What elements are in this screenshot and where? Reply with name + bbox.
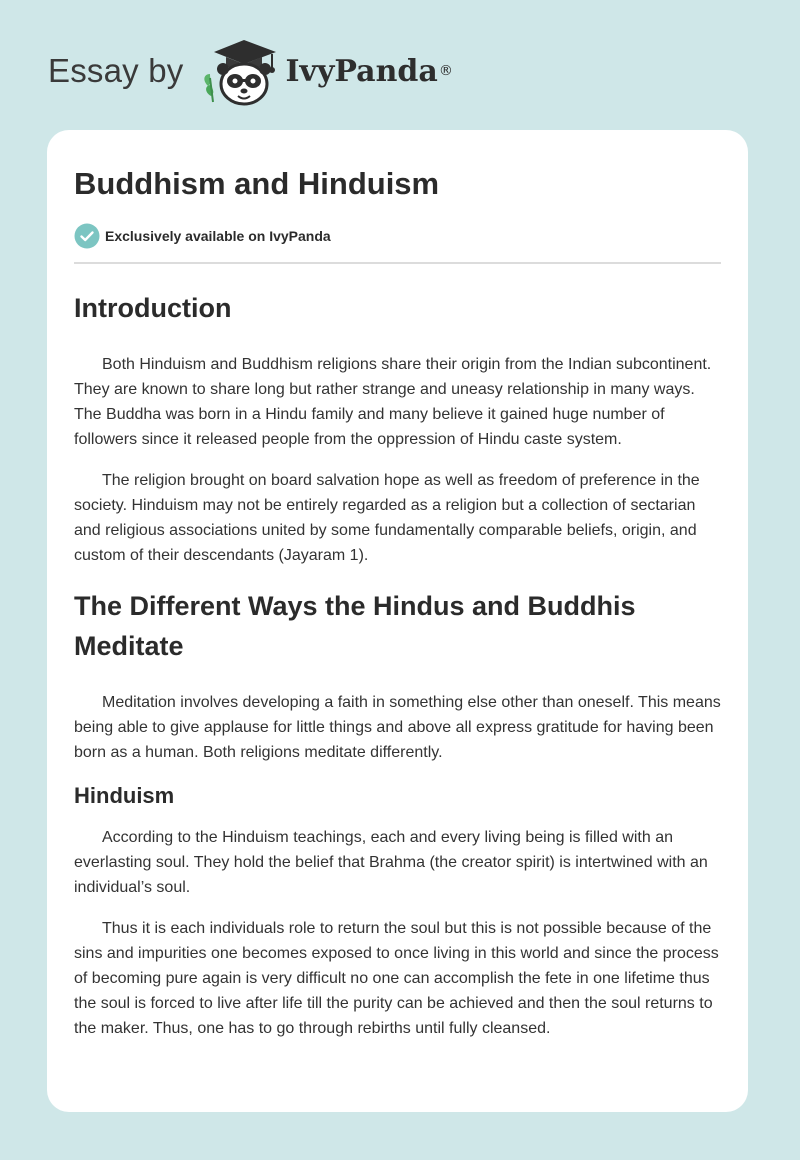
section-heading-introduction: Introduction xyxy=(74,293,232,323)
exclusive-badge-label: Exclusively available on IvyPanda xyxy=(105,228,331,244)
brand-prefix: Essay by xyxy=(48,52,184,89)
paragraph: According to the Hinduism teachings, each and every living being is filled with an everlasting soul. They hold the belief that Brahma (the creator spirit) is intertwined with an individual’s soul. xyxy=(74,829,708,896)
essay-card xyxy=(47,130,748,1112)
registered-mark: ® xyxy=(438,63,453,79)
section-heading-meditation: The Different Ways the Hindus and Buddhis Meditate xyxy=(74,591,636,661)
paragraph: Thus it is each individuals role to return the soul but this is not possible because of the sins and impurities one becomes exposed to once living in this world and since the process of becoming pure again is very difficult no one can accomplish the fete in one lifetime thus the soul is forced to live after life till the purity can be achieved and then the soul returns to the maker. Thus, one has to go through rebirths until fully cleansed. xyxy=(74,920,719,1037)
page-title: Buddhism and Hinduism xyxy=(74,166,440,201)
brand-header xyxy=(48,34,453,108)
check-circle-icon xyxy=(74,223,100,249)
exclusive-badge xyxy=(74,223,721,249)
panda-graduate-icon[interactable] xyxy=(198,34,280,108)
paragraph: Meditation involves developing a faith in something else other than oneself. This means being able to give applause for little things and above all express gratitude for having been born as a human. Both religions meditate differently. xyxy=(74,694,721,761)
subsection-heading-hinduism: Hinduism xyxy=(74,783,175,808)
paragraph: Both Hinduism and Buddhism religions share their origin from the Indian subcontinent. They are known to share long but rather strange and uneasy relationship in many ways. The Buddha was born in a Hindu family and many believe it gained huge number of followers since it released people from the oppression of Hindu caste system. xyxy=(74,356,712,448)
paragraph: The religion brought on board salvation hope as well as freedom of preference in the society. Hinduism may not be entirely regarded as a religion but a collection of sectarian and religious associations united by some fundamentally comparable beliefs, origin, and custom of their descendants (Jayaram 1). xyxy=(74,472,700,564)
brand-name[interactable]: IvyPanda xyxy=(285,53,438,89)
title-divider xyxy=(74,262,721,264)
